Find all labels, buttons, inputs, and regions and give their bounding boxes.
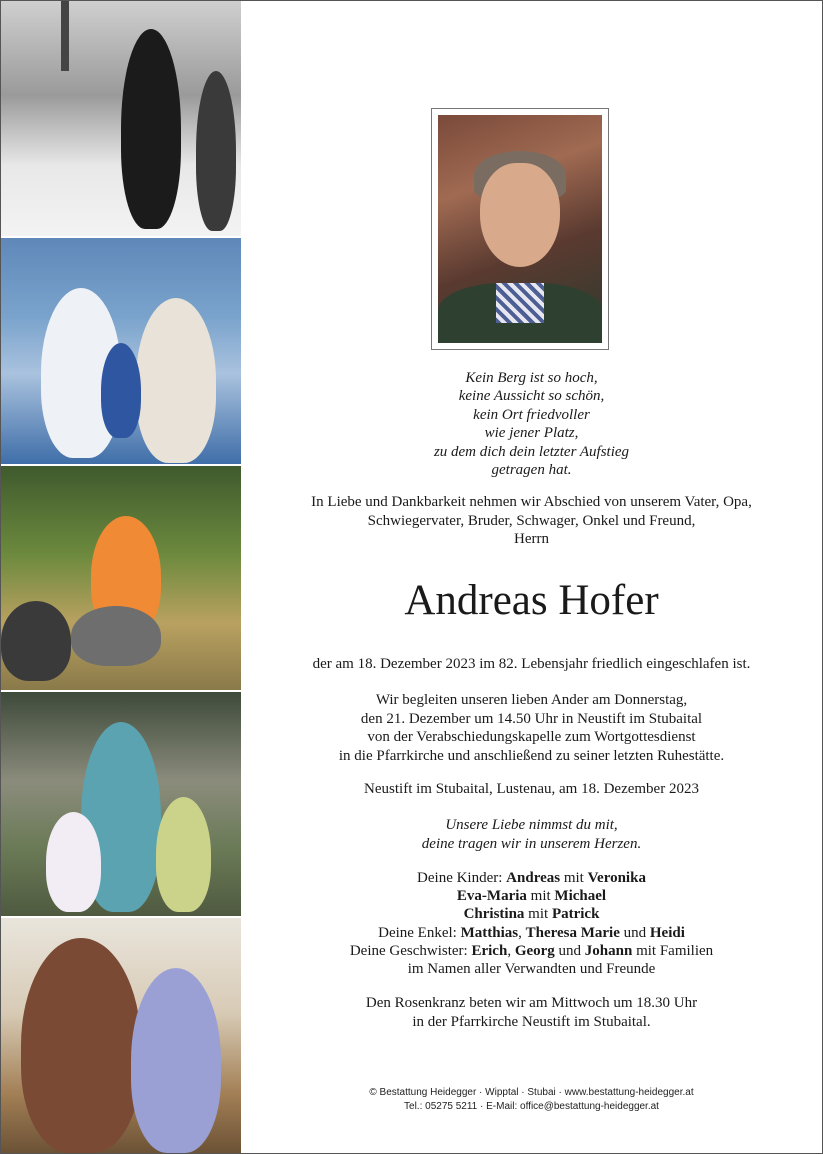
funeral-line: Wir begleiten unseren lieben Ander am Donnerstag, xyxy=(375,692,688,708)
photo-strip xyxy=(1,1,241,1153)
partner-name: Patrick xyxy=(551,906,600,923)
poem-line: Kein Berg ist so hoch, xyxy=(465,370,598,386)
photo-grandfather-with-toddler xyxy=(1,918,241,1154)
intro-line: Herrn xyxy=(514,531,549,547)
poem-line: zu dem dich dein letzter Aufstieg xyxy=(433,443,630,460)
poem-line: getragen hat. xyxy=(491,462,572,479)
funeral-line: den 21. Dezember um 14.50 Uhr in Neustift im Stubaital xyxy=(360,710,703,727)
siblings-label: Deine Geschwister: xyxy=(349,942,472,959)
photo-hiker-resting xyxy=(1,466,241,692)
siblings-suffix: mit Familien xyxy=(632,942,714,959)
separator: , xyxy=(507,942,515,959)
place-and-date: Neustift im Stubaital, Lustenau, am 18. Dezember 2023 xyxy=(364,781,699,797)
funeral-line: von der Verabschiedungskapelle zum Wortgottesdienst xyxy=(367,729,696,745)
death-notice: der am 18. Dezember 2023 im 82. Lebensjahr friedlich eingeschlafen ist. xyxy=(312,656,751,672)
love-quote xyxy=(241,816,822,853)
with-word: mit xyxy=(524,906,552,923)
children-label: Deine Kinder: xyxy=(417,870,507,886)
with-word: mit xyxy=(526,888,555,905)
children-line xyxy=(241,905,822,923)
child-name: Eva-Maria xyxy=(456,888,527,905)
obituary-content xyxy=(241,1,822,1153)
grandchildren-label: Deine Enkel: xyxy=(378,924,461,941)
funeral-line: in die Pfarrkirche und anschließend zu seiner letzten Ruhestätte. xyxy=(338,747,725,764)
rosary-line: Den Rosenkranz beten wir am Mittwoch um 18.30 Uhr xyxy=(365,995,698,1011)
photo-family-with-babies xyxy=(1,238,241,466)
rosary-line: in der Pfarrkirche Neustift im Stubaital. xyxy=(412,1013,651,1030)
children-line xyxy=(241,887,822,905)
poem xyxy=(241,369,822,479)
deceased-name: Andreas Hofer xyxy=(404,577,659,624)
poem-line: kein Ort friedvoller xyxy=(473,406,590,423)
love-line: deine tragen wir in unserem Herzen. xyxy=(421,835,642,852)
intro-line: Schwiegervater, Bruder, Schwager, Onkel und Freund, xyxy=(367,512,696,529)
poem-line: keine Aussicht so schön, xyxy=(458,388,605,405)
child-name: Christina xyxy=(463,906,525,923)
with-word: mit xyxy=(560,870,588,886)
love-line: Unsere Liebe nimmst du mit, xyxy=(445,817,618,833)
separator: , xyxy=(518,924,526,941)
footer-line: © Bestattung Heidegger · Wipptal · Stubai · www.bestattung-heidegger.at xyxy=(369,1087,694,1098)
grandchild-name: Theresa Marie xyxy=(525,924,620,941)
funeral-details xyxy=(241,691,822,765)
grandchild-name: Heidi xyxy=(649,924,685,941)
relatives-line: im Namen aller Verwandten und Freunde xyxy=(407,961,656,978)
intro-text xyxy=(241,493,822,549)
grandchild-name: Matthias xyxy=(460,924,519,941)
sibling-name: Georg xyxy=(514,942,555,959)
intro-line: In Liebe und Dankbarkeit nehmen wir Abschied von unserem Vater, Opa, xyxy=(311,494,752,510)
photo-skier-black-and-white xyxy=(1,1,241,238)
portrait-frame xyxy=(431,108,609,350)
poem-line: wie jener Platz, xyxy=(484,425,579,442)
partner-name: Veronika xyxy=(587,870,646,886)
sibling-name: Johann xyxy=(584,942,633,959)
siblings-line xyxy=(241,942,822,960)
sibling-name: Erich xyxy=(471,942,508,959)
and-word: und xyxy=(619,924,650,941)
partner-name: Michael xyxy=(554,888,607,905)
portrait-photo xyxy=(438,115,602,343)
child-name: Andreas xyxy=(506,870,561,886)
and-word: und xyxy=(554,942,585,959)
grandchildren-line xyxy=(241,924,822,942)
rosary-notice xyxy=(241,994,822,1031)
children-line xyxy=(241,869,822,887)
photo-grandfather-with-children-waterfall xyxy=(1,692,241,918)
footer-line: Tel.: 05275 5211 · E-Mail: office@bestattung-heidegger.at xyxy=(404,1100,659,1112)
funeral-home-footer xyxy=(241,1086,822,1113)
family-list xyxy=(241,869,822,978)
